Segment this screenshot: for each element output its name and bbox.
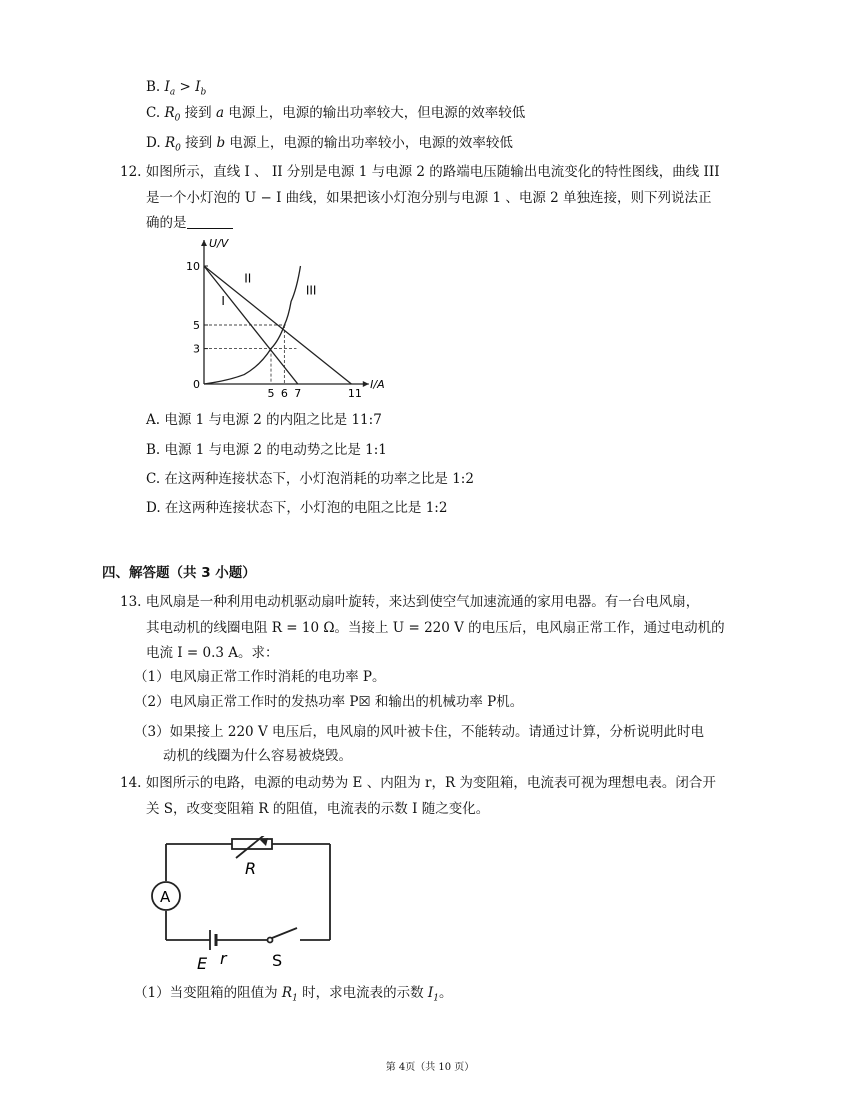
switch-label: S <box>272 951 283 970</box>
q13-sub3-line2: 动机的线圈为什么容易被烧毁。 <box>163 748 352 764</box>
x-tick-label: 5 <box>267 387 275 400</box>
answer-blank <box>187 214 233 229</box>
x-axis-arrow-icon <box>363 381 369 387</box>
series-label-3: III <box>305 283 317 298</box>
y-axis-arrow-icon <box>201 240 207 246</box>
q12-option-d: D. 在这两种连接状态下，小灯泡的电阻之比是 1:2 <box>146 500 448 516</box>
y-tick-label: 5 <box>193 319 200 332</box>
circuit-diagram <box>150 836 350 976</box>
q12-option-c: C. 在这两种连接状态下，小灯泡消耗的功率之比是 1:2 <box>146 471 474 487</box>
q12-stem-line2: 是一个小灯泡的 U − I 曲线，如果把该小灯泡分别与电源 1 、电源 2 单独连接，则下列说法正 <box>146 190 712 206</box>
section-title: 四、解答题（共 3 小题） <box>102 565 256 581</box>
q12-stem-line3: 确的是 <box>146 213 233 233</box>
internal-resistance-label: r <box>220 949 227 968</box>
q13-stem-line3: 电流 I = 0.3 A。求： <box>146 645 279 661</box>
ui-chart <box>178 236 408 401</box>
x-axis-label: I/A <box>370 378 385 391</box>
q14-stem-line2: 关 S，改变变阻箱 R 的阻值，电流表的示数 I 随之变化。 <box>146 801 490 817</box>
resistor-label: R <box>245 859 257 878</box>
q11-option-d: D. $R_0$ 接到 b 电源上，电源的输出功率较小，电源的效率较低 <box>146 135 513 154</box>
q11-b-math: $I_a > I_b$ <box>164 79 207 98</box>
q12-option-b: B. 电源 1 与电源 2 的电动势之比是 1:1 <box>146 442 387 458</box>
q14-stem-line1: 14. 如图所示的电路，电源的电动势为 E 、内阻为 r，R 为变阻箱，电流表可视为理想电表。闭合开 <box>120 775 716 791</box>
switch-lever <box>272 928 297 938</box>
y-tick-label: 10 <box>186 260 200 273</box>
q13-sub3-line1: （3）如果接上 220 V 电压后，电风扇的风叶被卡住，不能转动。请通过计算，分析说明此时电 <box>134 724 704 740</box>
q12-stem-line1: 12. 如图所示，直线 I 、 II 分别是电源 1 与电源 2 的路端电压随输出电流变化的特性图线，曲线 III <box>120 164 720 180</box>
switch-contact <box>268 938 273 943</box>
q12-option-a: A. 电源 1 与电源 2 的内阻之比是 11:7 <box>146 412 382 428</box>
q14-sub1: （1）当变阻箱的阻值为 $R_1$ 时，求电流表的示数 $I_1$。 <box>134 985 453 1004</box>
q13-sub2: （2）电风扇正常工作时的发热功率 P☒ 和输出的机械功率 P机。 <box>134 694 524 710</box>
series-label-1: I <box>221 293 225 308</box>
q11-option-c: C. $R_0$ 接到 a 电源上，电源的输出功率较大，但电源的效率较低 <box>146 105 526 124</box>
q11-option-b: B. $I_a > I_b$ <box>146 79 207 98</box>
q13-stem-line2: 其电动机的线圈电阻 R = 10 Ω。当接上 U = 220 V 的电压后，电风扇正常工作，通过电动机的 <box>146 620 725 636</box>
emf-label: E <box>197 954 208 973</box>
q13-stem-line1: 13. 电风扇是一种利用电动机驱动扇叶旋转，来达到使空气加速流通的家用电器。有一台电风扇， <box>120 594 700 610</box>
y-axis-label: U/V <box>209 236 229 250</box>
q13-sub1: （1）电风扇正常工作时消耗的电功率 P。 <box>134 669 386 685</box>
x-tick-label: 6 <box>280 387 288 400</box>
page-footer: 第 4页（共 10 页） <box>385 1062 475 1073</box>
y-tick-label: 0 <box>193 378 200 391</box>
x-tick-label: 11 <box>347 387 362 400</box>
ammeter-label: A <box>160 888 171 906</box>
y-tick-label: 3 <box>193 342 200 356</box>
x-tick-label: 7 <box>294 387 302 400</box>
series-label-2: II <box>244 271 252 286</box>
